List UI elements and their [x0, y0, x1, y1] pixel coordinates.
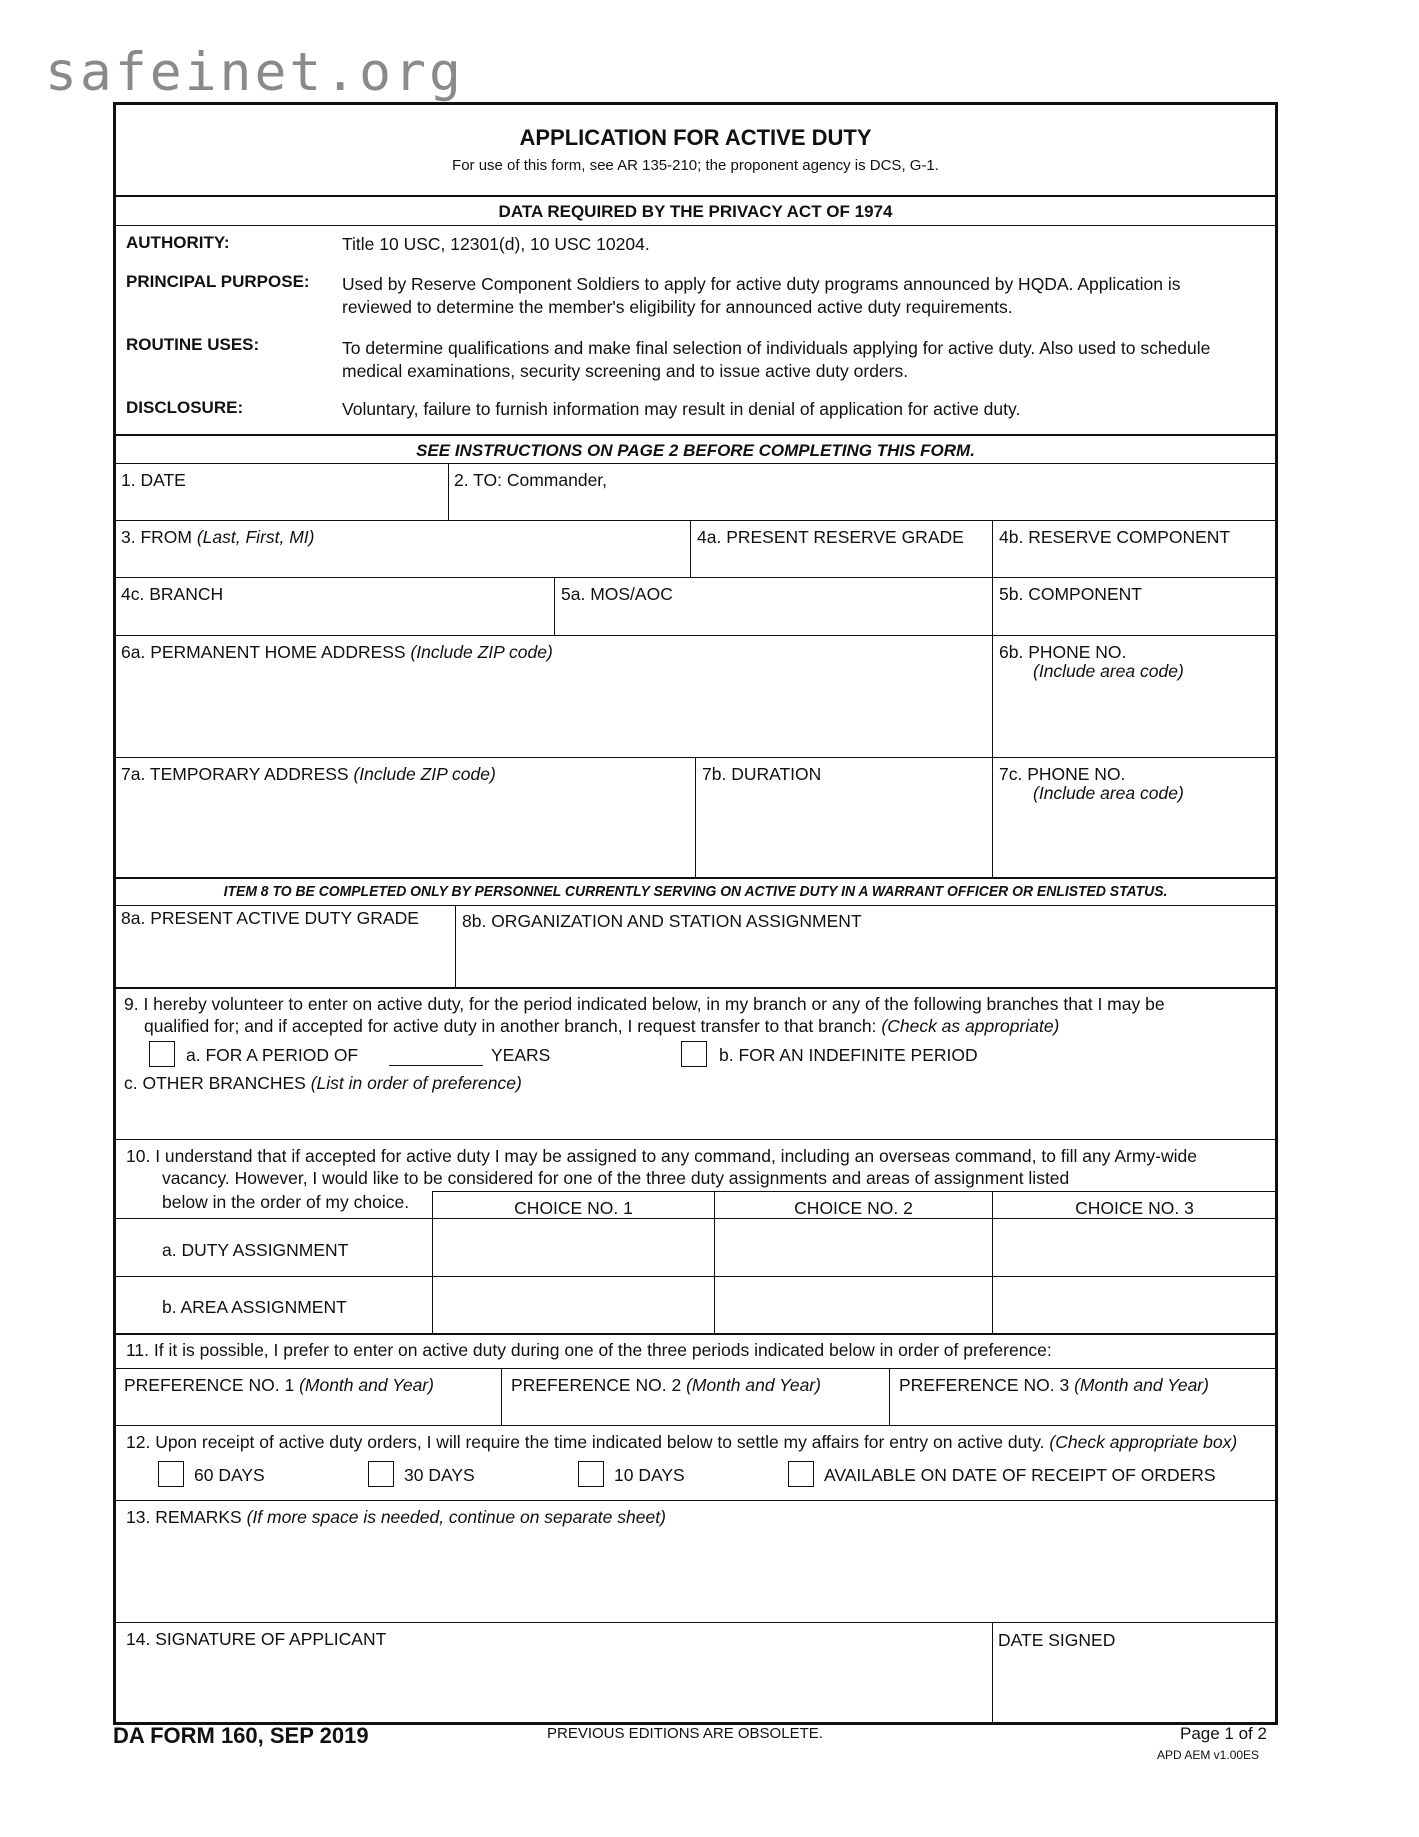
- indefinite-checkbox[interactable]: [681, 1041, 707, 1067]
- routine-text: To determine qualifications and make final selection of individuals applying for active duty. Also used to schedule medical examinations, security screening and to issue active duty orders.: [342, 338, 1211, 381]
- divider: [432, 1191, 1275, 1192]
- reserve-component-field[interactable]: [994, 522, 1276, 576]
- divider: [554, 577, 555, 635]
- period-checkbox[interactable]: [149, 1041, 175, 1067]
- item-9-text-2-note: (Check as appropriate): [881, 1016, 1060, 1036]
- remarks-note: (If more space is needed, continue on separate sheet): [246, 1507, 666, 1527]
- signature-label: 14. SIGNATURE OF APPLICANT: [126, 1629, 387, 1649]
- field-7a-label: [121, 764, 496, 785]
- preference-2-label: [511, 1375, 821, 1396]
- divider: [992, 757, 993, 877]
- temporary-address-field[interactable]: [116, 789, 693, 875]
- divider: [889, 1368, 890, 1425]
- obsolete-notice: PREVIOUS EDITIONS ARE OBSOLETE.: [547, 1725, 823, 1742]
- preference-1-label: [124, 1375, 434, 1396]
- other-branches-field[interactable]: [116, 1097, 1276, 1137]
- item-9-text-1: 9. I hereby volunteer to enter on active duty, for the period indicated below, in my branch or any of the following branches that I may be: [124, 994, 1165, 1014]
- divider: [992, 577, 993, 635]
- active-duty-grade-field[interactable]: [116, 931, 453, 985]
- purpose-text: Used by Reserve Component Soldiers to apply for active duty programs announced by HQDA. Application is reviewed to determine the member's eligibility for announced active duty requirements.: [342, 274, 1181, 317]
- divider: [116, 1500, 1275, 1501]
- field-7c-note-text: (Include area code): [1033, 783, 1184, 803]
- item-9c-note: (List in order of preference): [310, 1073, 522, 1093]
- field-7b-label: 7b. DURATION: [702, 764, 822, 784]
- remarks-text: 13. REMARKS: [126, 1507, 242, 1527]
- field-8a-label: 8a. PRESENT ACTIVE DUTY GRADE: [121, 908, 419, 928]
- field-5a-label: 5a. MOS/AOC: [561, 584, 673, 604]
- preference-3-field[interactable]: [891, 1397, 1276, 1424]
- permanent-address-field[interactable]: [116, 667, 990, 755]
- instructions-banner: SEE INSTRUCTIONS ON PAGE 2 BEFORE COMPLETING THIS FORM.: [416, 441, 975, 460]
- item-12-text: [126, 1432, 1237, 1453]
- remarks-field[interactable]: [116, 1533, 1276, 1620]
- form-container: [113, 102, 1278, 1725]
- divider: [448, 463, 449, 520]
- divider: [116, 1333, 1275, 1335]
- 10-days-label: 10 DAYS: [614, 1465, 685, 1485]
- date-field[interactable]: [116, 465, 446, 519]
- routine-label: ROUTINE USES:: [126, 335, 260, 354]
- divider: [116, 434, 1275, 436]
- item-10-text-3: below in the order of my choice.: [162, 1192, 410, 1212]
- item-12-text-note: (Check appropriate box): [1049, 1432, 1238, 1452]
- purpose-label: PRINCIPAL PURPOSE:: [126, 272, 310, 291]
- choice-3-header: CHOICE NO. 3: [1075, 1198, 1194, 1218]
- duty-choice-3-field[interactable]: [994, 1220, 1276, 1274]
- divider: [116, 877, 1275, 879]
- divider: [695, 757, 696, 877]
- branch-field[interactable]: [116, 579, 552, 634]
- watermark: safeinet.org: [45, 42, 464, 103]
- disclosure-label: DISCLOSURE:: [126, 398, 244, 417]
- field-3-text: 3. FROM: [121, 527, 192, 547]
- item-9b-label: b. FOR AN INDEFINITE PERIOD: [719, 1045, 978, 1065]
- 60-days-label: 60 DAYS: [194, 1465, 265, 1485]
- to-commander-field[interactable]: [450, 465, 1276, 519]
- divider: [116, 463, 1275, 464]
- field-4a-label: 4a. PRESENT RESERVE GRADE: [697, 527, 964, 547]
- years-input[interactable]: [389, 1065, 483, 1066]
- reserve-grade-field[interactable]: [692, 522, 990, 576]
- from-name-field[interactable]: [116, 522, 688, 576]
- authority-text: Title 10 USC, 12301(d), 10 USC 10204.: [342, 234, 650, 254]
- item-11-text: 11. If it is possible, I prefer to enter on active duty during one of the three periods indicated below in order of preference:: [126, 1340, 1052, 1360]
- field-5b-label: 5b. COMPONENT: [999, 584, 1142, 604]
- preference-1-field[interactable]: [116, 1397, 499, 1424]
- field-7c-note: [1033, 783, 1184, 804]
- item-8-heading: ITEM 8 TO BE COMPLETED ONLY BY PERSONNEL CURRENTLY SERVING ON ACTIVE DUTY IN A WARRANT OFFICER OR ENLISTED STATUS.: [223, 883, 1168, 900]
- date-signed-label: DATE SIGNED: [998, 1630, 1116, 1650]
- divider: [501, 1368, 502, 1425]
- 60-days-checkbox[interactable]: [158, 1461, 184, 1487]
- 30-days-label: 30 DAYS: [404, 1465, 475, 1485]
- divider: [992, 520, 993, 577]
- preference-1-note: (Month and Year): [299, 1375, 434, 1395]
- component-field[interactable]: [994, 579, 1276, 634]
- divider: [116, 195, 1275, 197]
- choice-1-header: CHOICE NO. 1: [514, 1198, 633, 1218]
- divider: [116, 577, 1275, 578]
- divider: [116, 1425, 1275, 1426]
- permanent-phone-field[interactable]: [994, 685, 1276, 755]
- duty-assignment-label: a. DUTY ASSIGNMENT: [162, 1240, 349, 1260]
- preference-3-text: PREFERENCE NO. 3: [899, 1375, 1070, 1395]
- page-number: Page 1 of 2: [1180, 1724, 1267, 1743]
- disclosure-text: Voluntary, failure to furnish information may result in denial of application for active duty.: [342, 399, 1021, 419]
- divider: [116, 1276, 1275, 1277]
- area-choice-3-field[interactable]: [994, 1278, 1276, 1332]
- divider: [116, 1368, 1275, 1369]
- divider: [992, 1622, 993, 1725]
- available-on-receipt-label: AVAILABLE ON DATE OF RECEIPT OF ORDERS: [824, 1465, 1216, 1485]
- divider: [116, 1218, 1275, 1219]
- preference-2-note: (Month and Year): [686, 1375, 821, 1395]
- item-9-text-2: [144, 1016, 1059, 1037]
- date-signed-field[interactable]: [994, 1653, 1276, 1723]
- duty-choice-1-field[interactable]: [434, 1220, 712, 1274]
- item-10-text-1: 10. I understand that if accepted for active duty I may be assigned to any command, including an overseas command, to fill any Army-wide: [126, 1146, 1197, 1166]
- divider: [116, 225, 1275, 226]
- item-10-text-2: vacancy. However, I would like to be considered for one of the three duty assignments and areas of assignment listed: [162, 1168, 1070, 1188]
- form-identifier: DA FORM 160, SEP 2019: [113, 1723, 369, 1748]
- form-title: APPLICATION FOR ACTIVE DUTY: [519, 125, 872, 150]
- choice-2-header: CHOICE NO. 2: [794, 1198, 913, 1218]
- divider: [116, 635, 1275, 636]
- divider: [116, 905, 1275, 906]
- field-7a-note: (Include ZIP code): [353, 764, 496, 784]
- field-7a-text: 7a. TEMPORARY ADDRESS: [121, 764, 349, 784]
- preference-3-label: [899, 1375, 1209, 1396]
- divider: [116, 520, 1275, 521]
- field-2-label: 2. TO: Commander,: [454, 470, 608, 490]
- signature-field[interactable]: [116, 1653, 990, 1723]
- field-4c-label: 4c. BRANCH: [121, 584, 224, 604]
- mos-aoc-field[interactable]: [556, 579, 990, 634]
- area-choice-2-field[interactable]: [716, 1278, 990, 1332]
- field-6a-note: (Include ZIP code): [410, 642, 553, 662]
- 10-days-checkbox[interactable]: [578, 1461, 604, 1487]
- authority-label: AUTHORITY:: [126, 233, 230, 252]
- field-6a-text: 6a. PERMANENT HOME ADDRESS: [121, 642, 406, 662]
- item-9a-years: YEARS: [491, 1045, 551, 1065]
- divider: [116, 1139, 1275, 1140]
- divider: [116, 987, 1275, 989]
- preference-2-field[interactable]: [503, 1397, 887, 1424]
- field-6b-label: 6b. PHONE NO.: [999, 642, 1127, 662]
- preference-1-text: PREFERENCE NO. 1: [124, 1375, 295, 1395]
- divider: [992, 635, 993, 757]
- item-9a-label: a. FOR A PERIOD OF: [186, 1045, 359, 1065]
- field-7c-label: 7c. PHONE NO.: [999, 764, 1126, 784]
- available-on-receipt-checkbox[interactable]: [788, 1461, 814, 1487]
- area-assignment-label: b. AREA ASSIGNMENT: [162, 1297, 347, 1317]
- duration-field[interactable]: [697, 789, 990, 875]
- item-9-text-2-main: qualified for; and if accepted for active duty in another branch, I request transfer to that branch:: [144, 1016, 877, 1036]
- 30-days-checkbox[interactable]: [368, 1461, 394, 1487]
- field-4b-label: 4b. RESERVE COMPONENT: [999, 527, 1231, 547]
- field-8b-label: 8b. ORGANIZATION AND STATION ASSIGNMENT: [462, 911, 862, 931]
- item-9c-text: c. OTHER BRANCHES: [124, 1073, 306, 1093]
- field-3-note: (Last, First, MI): [196, 527, 315, 547]
- preference-3-note: (Month and Year): [1074, 1375, 1209, 1395]
- divider: [690, 520, 691, 577]
- remarks-label: [126, 1507, 666, 1528]
- duty-choice-2-field[interactable]: [716, 1220, 990, 1274]
- item-12-text-main: 12. Upon receipt of active duty orders, I will require the time indicated below to settle my affairs for entry on active duty.: [126, 1432, 1045, 1452]
- field-1-label: 1. DATE: [121, 470, 186, 490]
- divider: [116, 1622, 1275, 1623]
- preference-2-text: PREFERENCE NO. 2: [511, 1375, 682, 1395]
- field-6b-note: [1033, 661, 1184, 682]
- item-9c-label: [124, 1073, 522, 1094]
- divider: [455, 905, 456, 987]
- organization-station-field[interactable]: [457, 935, 1276, 985]
- temporary-phone-field[interactable]: [994, 807, 1276, 875]
- version-tag: APD AEM v1.00ES: [1157, 1748, 1260, 1762]
- field-6a-label: [121, 642, 553, 663]
- privacy-heading: DATA REQUIRED BY THE PRIVACY ACT OF 1974: [498, 202, 893, 221]
- form-subtitle: For use of this form, see AR 135-210; the proponent agency is DCS, G-1.: [452, 157, 939, 174]
- area-choice-1-field[interactable]: [434, 1278, 712, 1332]
- field-6b-note-text: (Include area code): [1033, 661, 1184, 681]
